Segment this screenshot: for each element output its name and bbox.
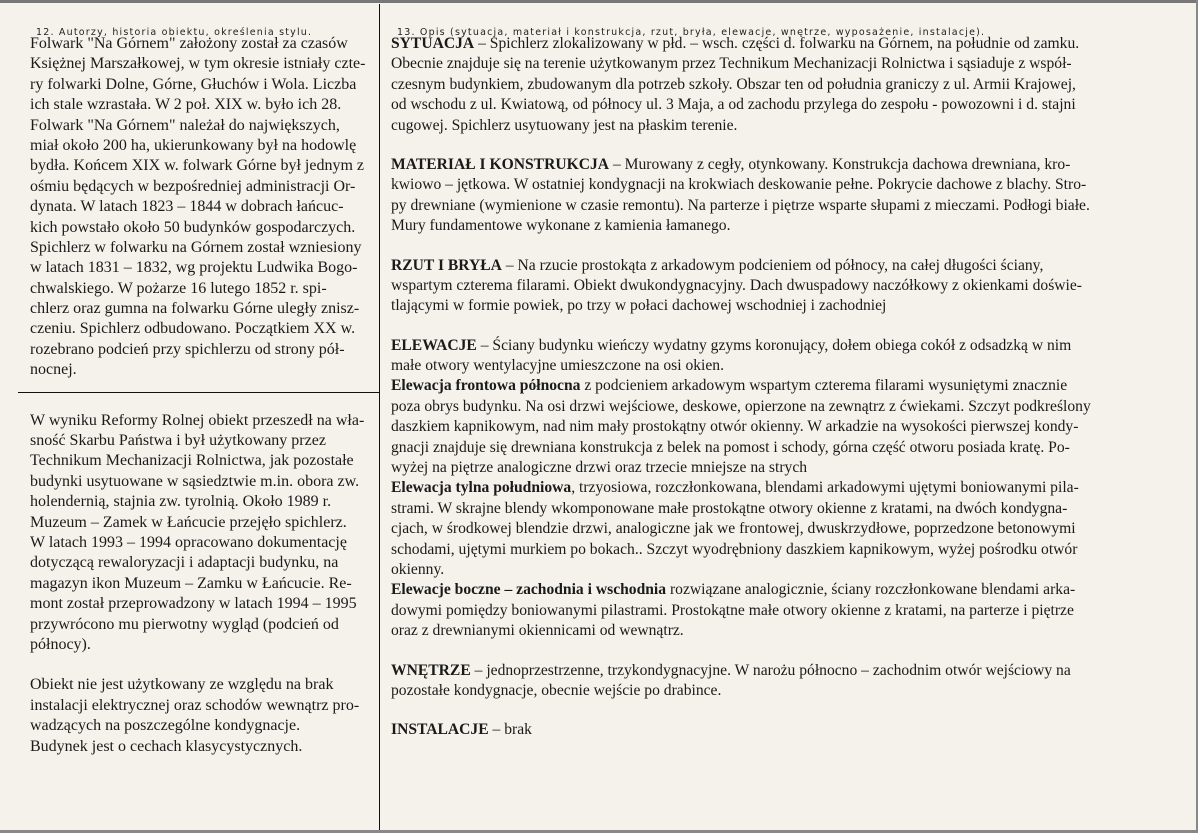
description-column	[391, 34, 1161, 741]
line-text: małe otwory wentylacyjne umieszczone na osi okien.	[391, 357, 724, 375]
text-line	[391, 540, 1161, 560]
text-line	[391, 376, 1161, 396]
text-line: instalacji elektrycznej oraz schodów wewnątrz pro-	[30, 696, 360, 714]
text-line: kich powstało około 50 budynków gospodarczych.	[30, 218, 356, 236]
text-line: bydła. Końcem XIX w. folwark Górne był jednym z	[30, 157, 364, 175]
text-line: przywrócono mu pierwotny wygląd (podcień od	[30, 615, 339, 633]
section-heading: SYTUACJA	[391, 35, 475, 52]
text-line: Technikum Mechanizacji Rolnictwa, jak pozostałe	[30, 452, 354, 470]
text-line	[391, 601, 1161, 621]
text-line: Muzeum – Zamek w Łańcucie przejęło spichlerz.	[30, 513, 347, 531]
section-heading: INSTALACJE	[391, 721, 489, 739]
text-line: Folwark "Na Górnem" należał do największych,	[30, 116, 340, 134]
text-line: dynata. W latach 1823 – 1844 w dobrach łańcuc-	[30, 198, 344, 216]
line-text: czesnym budynkiem, zbudowanym dla potrzeb szkoły. Obszar ten od południa graniczy z ul. Armii Krajowej,	[391, 75, 1076, 93]
text-line: mont został przeprowadzony w latach 1994 – 1995	[30, 595, 357, 613]
line-text: py drewniane (wymienione w czasie remontu). Na parterze i piętrze wsparte słupami z mieczami. Podłogi białe.	[391, 196, 1090, 214]
text-line	[391, 34, 1161, 54]
text-line	[391, 216, 1161, 236]
text-line	[391, 661, 1161, 681]
column-divider	[379, 4, 380, 830]
text-line: W latach 1993 – 1994 opracowano dokumentację	[30, 533, 347, 551]
text-line: czeniu. Spichlerz odbudowano. Początkiem XX w.	[30, 320, 356, 338]
text-line: ich stale wzrastała. W 2 poł. XIX w. było ich 28.	[30, 96, 342, 114]
text-line: nocnej.	[30, 361, 77, 379]
line-text: , trzyosiowa, rozczłonkowana, blendami arkadowymi ujętymi boniowanymi pila-	[571, 479, 1079, 497]
text-line	[391, 580, 1161, 600]
text-line	[391, 478, 1161, 498]
text-line: północy).	[30, 635, 91, 653]
line-text: – brak	[488, 721, 532, 739]
text-line: magazyn ikon Muzeum – Zamku w Łańcucie. Re-	[30, 574, 352, 592]
text-line	[391, 95, 1161, 115]
line-text: poza obrys budynku. Na osi drzwi wejściowe, deskowe, opierzone na zewnątrz z ćwiekami. Szczyt podkreślony	[391, 397, 1091, 415]
text-line: Obiekt nie jest użytkowany ze względu na brak	[30, 676, 334, 694]
history-paragraph-3	[30, 675, 378, 757]
text-line	[391, 155, 1161, 175]
line-text: schodami, ujętymi murkiem po bokach.. Szczyt wyodrębniony daszkiem kapnikowym, wyżej pośrodku otwór	[391, 540, 1078, 558]
text-line	[391, 175, 1161, 195]
text-line	[391, 336, 1161, 356]
text-line	[391, 296, 1161, 316]
section-sytuacja	[391, 34, 1161, 136]
line-text: – Spichlerz zlokalizowany w płd. – wsch. części d. folwarku na Górnem, na południe od zamku.	[474, 35, 1080, 52]
section-instalacje	[391, 720, 1161, 740]
text-line	[391, 276, 1161, 296]
line-text: – Murowany z cegły, otynkowany. Konstrukcja dachowa drewniana, kro-	[609, 155, 1071, 173]
section-elewacja-tylna	[391, 478, 1161, 580]
section-heading: Elewacja tylna południowa	[391, 479, 572, 497]
text-line: chwalskiego. W pożarze 16 lutego 1852 r. spi-	[30, 279, 327, 297]
line-text: okienny.	[391, 560, 445, 578]
line-text: cjach, w środkowej blendzie drzwi, analogiczne jak we frontowej, dwuskrzydłowe, poprzedzone betonowymi	[391, 520, 1076, 538]
text-line	[391, 458, 1161, 478]
line-text: wspartym czterema filarami. Obiekt dwukondygnacyjny. Dach dwuspadowy naczółkowy z okienkami doświe-	[391, 276, 1082, 294]
section-heading: WNĘTRZE	[391, 661, 471, 679]
text-line: Spichlerz w folwarku na Górnem został wzniesiony	[30, 238, 362, 256]
line-text: z podcieniem arkadowym wspartym czterema filarami wysuniętymi znacznie	[580, 377, 1068, 395]
text-line	[391, 54, 1161, 74]
section-heading: ELEWACJE	[391, 336, 477, 354]
section-material	[391, 155, 1161, 237]
text-line	[391, 196, 1161, 216]
text-line	[391, 417, 1161, 437]
section-elewacja-frontowa	[391, 376, 1161, 478]
text-line: chlerz oraz gumna na folwarku Górne uległy znisz-	[30, 300, 360, 318]
line-text: strami. W skrajne blendy wkomponowane małe prostokątne otwory okienne z kratami, na dwóch kondygna-	[391, 499, 1068, 517]
line-text: gnacji znajduje się drewniana konstrukcja z belek na pomost i schody, górna część otworu posiada kratę. Po-	[391, 438, 1070, 456]
text-line	[391, 256, 1161, 276]
right-section-header: 13. Opis (sytuacja, materiał i konstrukcja, rzut, bryła, elewacje, wnętrze, wyposażenie, instalacje).	[397, 27, 986, 38]
line-text: kwiowo – jętkowa. W ostatniej kondygnacji na krokwiach deskowanie pełne. Pokrycie dachowe z blachy. Stro-	[391, 176, 1087, 194]
section-wnetrze	[391, 661, 1161, 702]
text-line: dotyczącą rewaloryzacji i adaptacji budynku, na	[30, 554, 339, 572]
section-heading: Elewacje boczne – zachodnia i wschodnia	[391, 581, 667, 599]
text-line	[391, 560, 1161, 580]
text-line: holendernią, stajnia zw. tyrolnią. Około 1989 r.	[30, 493, 332, 511]
section-heading: Elewacja frontowa północna	[391, 377, 581, 395]
line-text: – Ściany budynku wieńczy wydatny gzyms koronujący, dołem obiega cokół z odsadzką w nim	[476, 336, 1072, 354]
line-text: pozostałe kondygnacje, obecnie wejście po drabince.	[391, 681, 722, 699]
history-paragraph-2	[30, 411, 378, 656]
text-line	[391, 519, 1161, 539]
text-line	[391, 397, 1161, 417]
text-line: budynki usytuowane w sąsiedztwie m.in. obora zw.	[30, 472, 360, 490]
text-line	[391, 356, 1161, 376]
line-text: Obecnie znajduje się na terenie użytkowanym przez Technikum Mechanizacji Rolnictwa i sąsiaduje z współ-	[391, 55, 1072, 73]
text-line: wadzących na poszczególne kondygnacje.	[30, 717, 301, 735]
text-line	[391, 438, 1161, 458]
left-section-header: 12. Autorzy, historia obiektu, określenia stylu.	[36, 27, 313, 38]
text-line: w latach 1831 – 1832, wg projektu Ludwika Bogo-	[30, 259, 358, 277]
line-text: tlającymi w formie powiek, po trzy w połaci dachowej wschodniej i zachodniej	[391, 297, 887, 315]
line-text: cugowej. Spichlerz usytuowany jest na płaskim terenie.	[391, 116, 738, 134]
text-line	[391, 720, 1161, 740]
line-text: rozwiązane analogicznie, ściany rozczłonkowane blendami arka-	[666, 581, 1076, 599]
history-paragraph-1	[30, 34, 378, 381]
history-column	[30, 34, 378, 757]
text-line	[391, 681, 1161, 701]
text-line: ośmiu będących w bezpośredniej administracji Or-	[30, 177, 356, 195]
line-text: dowymi pomiędzy boniowanymi pilastrami. Prostokątne małe otwory okienne z kratami, na parterze i piętrze	[391, 601, 1074, 619]
text-line: W wyniku Reformy Rolnej obiekt przeszedł na wła-	[30, 411, 365, 429]
text-line	[391, 499, 1161, 519]
line-text: – jednoprzestrzenne, trzykondygnacyjne. W narożu północno – zachodnim otwór wejściowy na	[470, 661, 1071, 679]
text-line: rozebrano podcień przy spichlerzu od strony pół-	[30, 340, 345, 358]
section-rzut-bryla	[391, 256, 1161, 317]
line-text: od wschodu z ul. Kwiatową, od północy ul. 3 Maja, a od zachodu przylega do zespołu - powozowni i d. stajni	[391, 96, 1076, 114]
section-heading: RZUT I BRYŁA	[391, 256, 502, 274]
section-heading: MATERIAŁ I KONSTRUKCJA	[391, 155, 610, 173]
text-line: miał około 200 ha, ukierunkowany był na hodowlę	[30, 136, 357, 154]
text-line: ry folwarki Dolne, Górne, Głuchów i Wola. Liczba	[30, 75, 357, 93]
line-text: – Na rzucie prostokąta z arkadowym podcieniem od północy, na całej długości ściany,	[501, 256, 1044, 274]
section-elewacje	[391, 336, 1161, 377]
section-elewacje-boczne	[391, 580, 1161, 641]
text-line	[391, 116, 1161, 136]
line-text: daszkiem kapnikowym, nad nim mały prostokątny otwór okienny. W arkadzie na wysokości pierwszej kondy-	[391, 418, 1079, 436]
text-line: Budynek jest o cechach klasycystycznych.	[30, 737, 303, 755]
line-text: Mury fundamentowe wykonane z kamienia łamanego.	[391, 217, 731, 235]
text-line	[391, 75, 1161, 95]
line-text: wyżej na piętrze analogiczne drzwi oraz trzecie mniejsze na strych	[391, 459, 808, 477]
text-line	[391, 621, 1161, 641]
line-text: oraz z drewnianymi okiennicami od wewnątrz.	[391, 622, 684, 640]
page-border-top	[0, 0, 1198, 3]
text-line: sność Skarbu Państwa i był użytkowany przez	[30, 432, 326, 450]
text-line: Księżnej Marszałkowej, w tym okresie istniały czte-	[30, 55, 366, 73]
text-line: Folwark "Na Górnem" założony został za czasów	[30, 35, 348, 52]
